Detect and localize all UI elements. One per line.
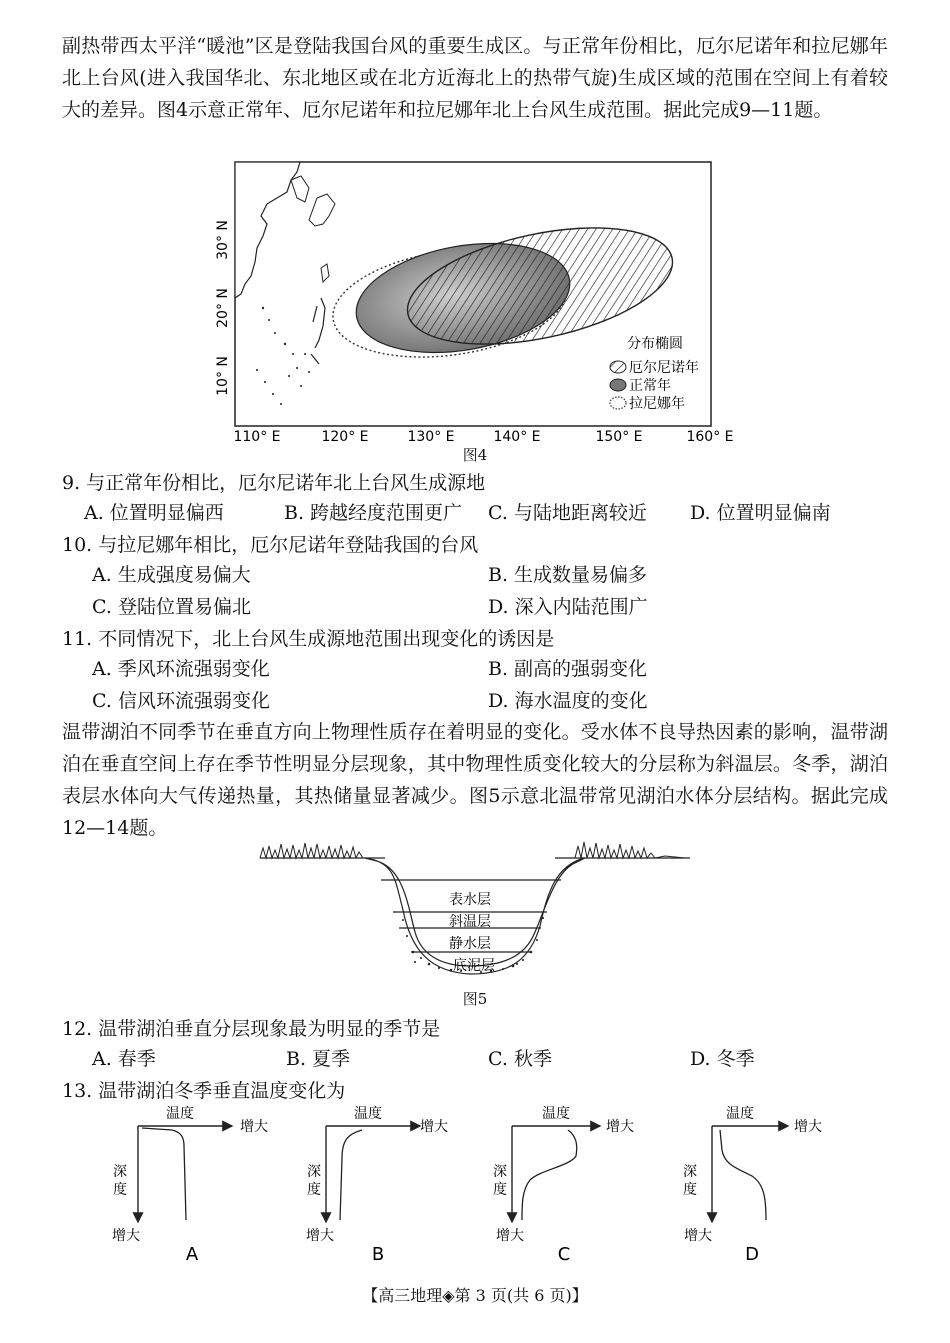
- intro-paragraph-1: 副热带西太平洋“暖池”区是登陆我国台风的重要生成区。与正常年份相比，厄尔尼诺年和拉尼娜年北上台风(进入我国华北、东北地区或在北方近海北上的热带气旋)生成区域的范围在空间上有着较大的差异。图4示意正常年、厄尔尼诺年和拉尼娜年北上台风生成范围。据此完成9—11题。: [62, 35, 888, 121]
- figure-5-caption: 图5: [462, 990, 488, 1008]
- lat-label-20: 20° N: [215, 288, 231, 328]
- graph-d-option: D: [745, 1244, 759, 1265]
- q13-graphs: [100, 1100, 840, 1270]
- q12-option-a: A. 春季: [92, 1048, 156, 1070]
- q9-stem: 9. 与正常年份相比，厄尔尼诺年北上台风生成源地: [62, 472, 486, 494]
- lat-label-10: 10° N: [215, 356, 231, 396]
- q9-option-a: A. 位置明显偏西: [84, 502, 224, 524]
- legend-title: 分布椭圆: [627, 336, 683, 352]
- graph-d-x-dir: 增大: [794, 1119, 822, 1135]
- legend-el-nino-icon: [610, 361, 626, 373]
- graph-a-x-label: 温度: [166, 1106, 194, 1122]
- q10-option-d: D. 深入内陆范围广: [488, 596, 648, 618]
- graph-d-y-label-2: 度: [683, 1182, 697, 1198]
- q12-option-d: D. 冬季: [690, 1048, 755, 1070]
- q11-option-d: D. 海水温度的变化: [488, 690, 648, 712]
- graph-a-x-dir: 增大: [240, 1119, 268, 1135]
- graph-a-y-dir: 增大: [112, 1228, 140, 1244]
- q12-stem: 12. 温带湖泊垂直分层现象最为明显的季节是: [62, 1018, 441, 1040]
- legend-el-nino-label: 厄尔尼诺年: [629, 360, 699, 376]
- legend-normal-icon: [610, 379, 626, 391]
- graph-b-y-dir: 增大: [306, 1228, 334, 1244]
- graph-a: [112, 1105, 268, 1265]
- lon-label-130: 130° E: [407, 429, 455, 445]
- graph-d-y-label-1: 深: [683, 1164, 697, 1180]
- lon-label-110: 110° E: [233, 429, 281, 445]
- graph-c-y-label-2: 度: [493, 1182, 507, 1198]
- graph-b-y-label-2: 度: [307, 1182, 321, 1198]
- legend-la-nina-icon: [610, 397, 626, 409]
- q9-option-c: C. 与陆地距离较近: [488, 502, 647, 524]
- graph-b-option: B: [371, 1244, 385, 1265]
- layer-thermocline: 斜温层: [449, 914, 491, 930]
- graph-c-x-label: 温度: [542, 1106, 570, 1122]
- q11-option-b: B. 副高的强弱变化: [488, 658, 648, 680]
- legend-la-nina-label: 拉尼娜年: [629, 396, 685, 412]
- page-footer: 【高三地理◈第 3 页(共 6 页)】: [362, 1286, 588, 1305]
- graph-b-x-label: 温度: [354, 1106, 382, 1122]
- q9-option-d: D. 位置明显偏南: [690, 502, 831, 524]
- q10-option-b: B. 生成数量易偏多: [488, 564, 648, 586]
- figure-4-caption: 图4: [462, 446, 488, 464]
- intro-paragraph-2: 温带湖泊不同季节在垂直方向上物理性质存在着明显的变化。受水体不良导热因素的影响，温带湖泊在垂直空间上存在季节性明显分层现象，其中物理性质变化较大的分层称为斜温层。冬季，湖泊表层水体向大气传递热量，其热储量显著减少。图5示意北温带常见湖泊水体分层结构。据此完成12—14题。: [62, 721, 888, 839]
- q12-option-c: C. 秋季: [488, 1048, 552, 1070]
- graph-d-x-label: 温度: [726, 1106, 754, 1122]
- graph-b-x-dir: 增大: [420, 1119, 448, 1135]
- graph-c-y-dir: 增大: [496, 1228, 524, 1244]
- q11-option-a: A. 季风环流强弱变化: [92, 658, 270, 680]
- graph-c-x-dir: 增大: [606, 1119, 634, 1135]
- graph-a-y-label-1: 深: [113, 1164, 127, 1180]
- q13-stem: 13. 温带湖泊冬季垂直温度变化为: [62, 1080, 346, 1102]
- graph-a-y-label-2: 度: [113, 1182, 127, 1198]
- graph-d: [683, 1105, 822, 1265]
- q11-stem: 11. 不同情况下，北上台风生成源地范围出现变化的诱因是: [62, 628, 555, 650]
- q11-option-c: C. 信风环流强弱变化: [92, 690, 270, 712]
- graph-c-option: C: [557, 1244, 571, 1265]
- layer-sediment: 底泥层: [453, 958, 495, 974]
- q12-option-b: B. 夏季: [286, 1048, 351, 1070]
- typhoon-source-map: [205, 158, 745, 468]
- graph-b: [306, 1105, 448, 1265]
- graph-d-y-dir: 增大: [684, 1228, 712, 1244]
- q10-option-a: A. 生成强度易偏大: [92, 564, 251, 586]
- lon-label-160: 160° E: [686, 429, 734, 445]
- figure-5: [255, 840, 695, 990]
- graph-c-y-label-1: 深: [493, 1164, 507, 1180]
- lon-label-140: 140° E: [493, 429, 541, 445]
- legend-normal-label: 正常年: [629, 378, 671, 394]
- layer-surface: 表水层: [449, 892, 491, 908]
- q9-option-b: B. 跨越经度范围更广: [284, 502, 463, 524]
- figure-4: [205, 158, 745, 468]
- q10-stem: 10. 与拉尼娜年相比，厄尔尼诺年登陆我国的台风: [62, 534, 479, 556]
- lon-label-150: 150° E: [595, 429, 643, 445]
- lon-label-120: 120° E: [321, 429, 369, 445]
- graph-a-option: A: [185, 1244, 199, 1265]
- layer-hypolimnion: 静水层: [449, 936, 491, 952]
- graph-b-y-label-1: 深: [307, 1164, 321, 1180]
- lat-label-30: 30° N: [215, 220, 231, 260]
- graph-c: [493, 1105, 634, 1265]
- shore-vegetation: [260, 842, 685, 858]
- q10-option-c: C. 登陆位置易偏北: [92, 596, 251, 618]
